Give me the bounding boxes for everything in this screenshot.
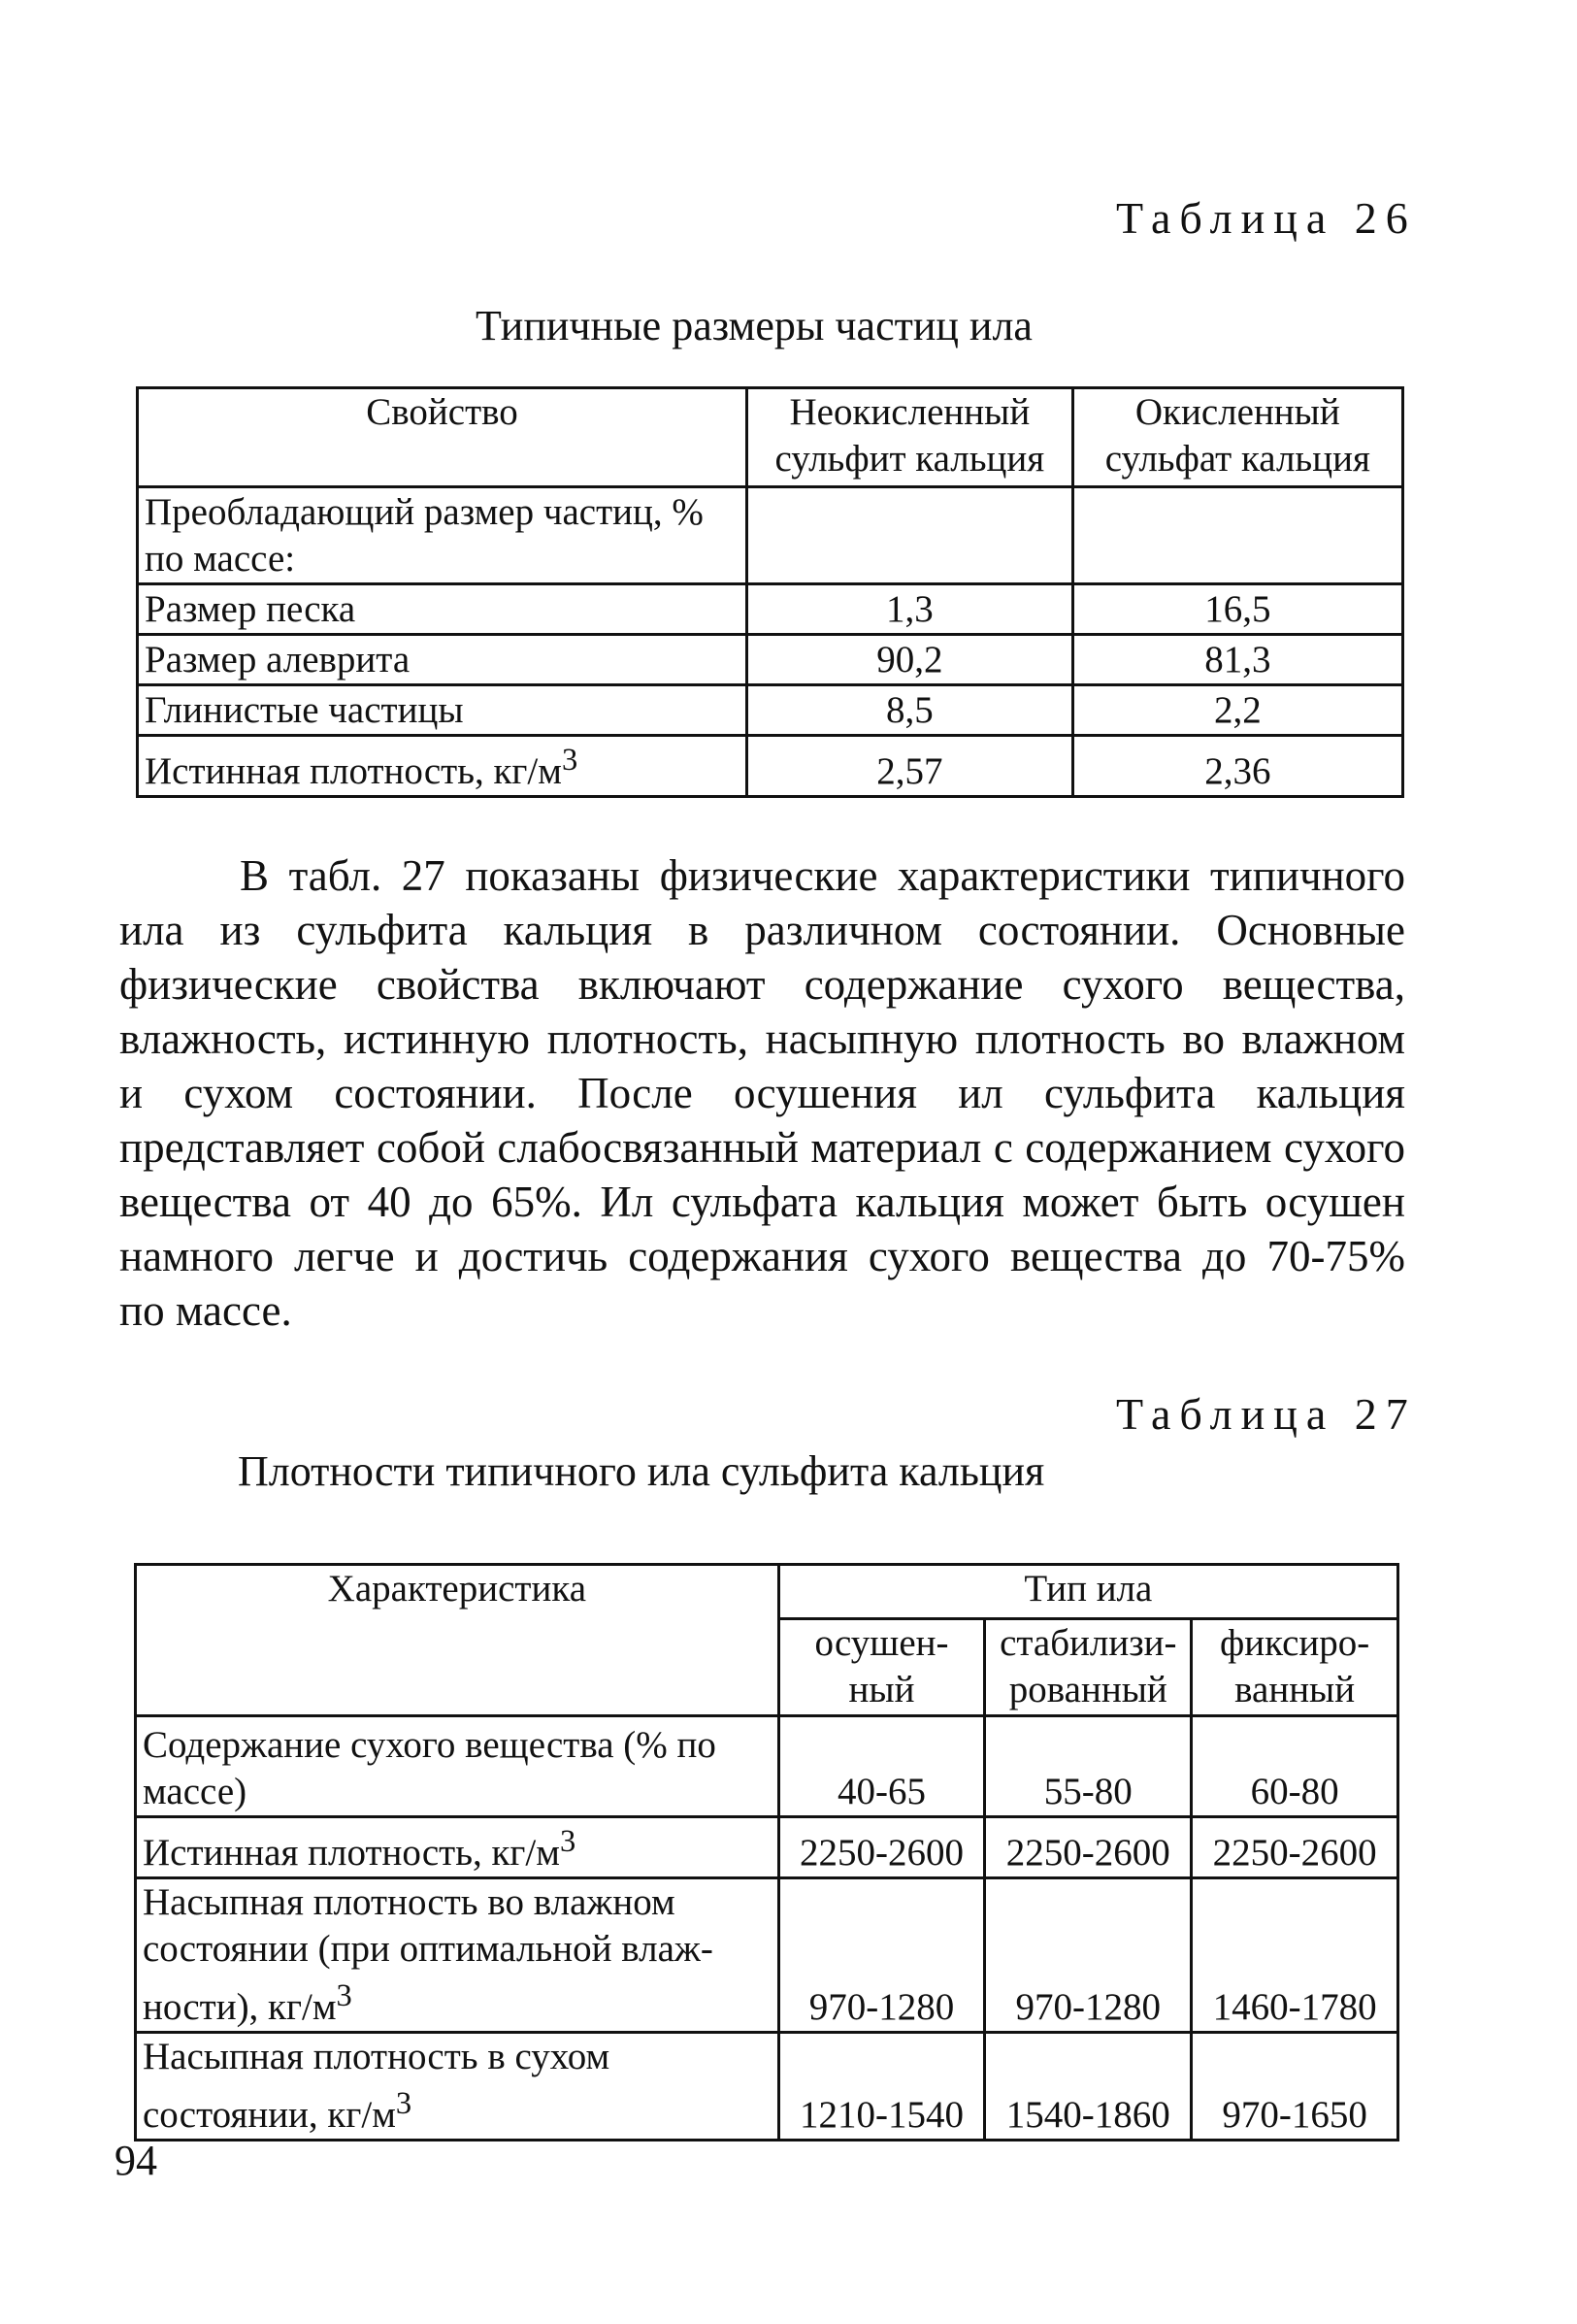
table-27-row-value: 2250-2600 [1192, 1817, 1398, 1878]
table-27-header-row [136, 1565, 1398, 1619]
table-27-row-property: Истинная плотность, кг/м [143, 1832, 560, 1874]
paragraph-line: по массе. [119, 1286, 292, 1335]
table-26-header-property: Свойство [138, 388, 747, 487]
table-27-row-value: 1540-1860 [985, 2033, 1192, 2141]
table-27-row-property: Насыпная плотность в сухом состоянии, кг/м [143, 2036, 610, 2136]
table-row [138, 736, 1403, 797]
table-26-row-property: Размер песка [138, 584, 747, 635]
table-27-row-value: 970-1650 [1192, 2033, 1398, 2141]
table-27-subheader-stabilized: стабилизи-рованный [985, 1619, 1192, 1716]
table-26-row-value: 90,2 [747, 635, 1073, 685]
table-27-row-value: 60-80 [1192, 1716, 1398, 1817]
table-27-row-value: 1460-1780 [1192, 1878, 1398, 2033]
table-27-row-property-cell [136, 1817, 779, 1878]
table-26-row-value: 81,3 [1072, 635, 1402, 685]
table-27-row-value: 40-65 [778, 1716, 985, 1817]
paragraph-line: намного легче и достичь содержания сухого вещества до 70-75% [119, 1232, 1405, 1280]
superscript: 3 [336, 1978, 352, 2013]
table-row [138, 635, 1403, 685]
table-27-row-value: 970-1280 [985, 1878, 1192, 2033]
table-27-row-property-cell [136, 1878, 779, 2033]
table-26 [136, 386, 1404, 798]
table-26-row-value [747, 487, 1073, 584]
table-row [138, 685, 1403, 736]
table-27-row-value: 55-80 [985, 1716, 1192, 1817]
table-26-title: Типичные размеры частиц ила [476, 302, 1033, 349]
paragraph-line: физические свойства включают содержание сухого вещества, [119, 960, 1405, 1009]
table-26-row-property: Истинная плотность, кг/м [145, 750, 562, 792]
table-row [136, 2033, 1398, 2141]
table-27-row-property: Содержание сухого вещества (% по массе) [136, 1716, 779, 1817]
paragraph-line: влажность, истинную плотность, насыпную плотность во влажном [119, 1014, 1405, 1063]
table-26-row-value: 2,2 [1072, 685, 1402, 736]
table-27-row-property: Насыпная плотность во влажном состоянии (при оптимальной влаж-ности), кг/м [143, 1881, 713, 2028]
table-row [136, 1817, 1398, 1878]
page-number: 94 [115, 2137, 157, 2184]
paragraph-line: В табл. 27 показаны физические характеристики типичного [240, 851, 1405, 900]
body-paragraph [119, 848, 1405, 1338]
table-27-header-sludge-type: Тип ила [778, 1565, 1397, 1619]
paragraph-line: вещества от 40 до 65%. Ил сульфата кальция может быть осушен [119, 1178, 1405, 1226]
table-row [136, 1716, 1398, 1817]
table-27-subheader-fixed: фиксиро-ванный [1192, 1619, 1398, 1716]
table-26-header-unoxidized: Неокисленный сульфит кальция [747, 388, 1073, 487]
paragraph-line: ила из сульфита кальция в различном состоянии. Основные [119, 906, 1405, 954]
superscript: 3 [561, 743, 578, 778]
table-27-row-property-cell [136, 2033, 779, 2141]
table-row [138, 487, 1403, 584]
table-27-row-value: 1210-1540 [778, 2033, 985, 2141]
table-26-row-property-cell [138, 736, 747, 797]
table-row [136, 1878, 1398, 2033]
table-27-row-value: 2250-2600 [985, 1817, 1192, 1878]
table-26-label: Таблица 26 [1116, 193, 1417, 243]
superscript: 3 [559, 1824, 576, 1859]
table-27-subheader-dewatered: осушен-ный [778, 1619, 985, 1716]
table-27-row-value: 2250-2600 [778, 1817, 985, 1878]
table-26-row-property: Глинистые частицы [138, 685, 747, 736]
table-27 [134, 1563, 1399, 2141]
table-27-label: Таблица 27 [1116, 1389, 1417, 1439]
table-27-title: Плотности типичного ила сульфита кальция [238, 1447, 1045, 1495]
paragraph-line: и сухом состоянии. После осушения ил сульфита кальция [119, 1069, 1405, 1117]
superscript: 3 [395, 2086, 412, 2121]
paragraph-line: представляет собой слабосвязанный материал с содержанием сухого [119, 1123, 1405, 1172]
table-26-header-row [138, 388, 1403, 487]
table-26-row-value: 2,36 [1072, 736, 1402, 797]
table-26-row-value: 8,5 [747, 685, 1073, 736]
table-26-row-value [1072, 487, 1402, 584]
table-26-row-value: 1,3 [747, 584, 1073, 635]
table-26-row-value: 2,57 [747, 736, 1073, 797]
table-26-header-oxidized: Окисленный сульфат кальция [1072, 388, 1402, 487]
table-27-header-characteristic: Характеристика [136, 1565, 779, 1716]
table-row [138, 584, 1403, 635]
table-26-row-value: 16,5 [1072, 584, 1402, 635]
table-26-row-property: Преобладающий размер частиц, % по массе: [138, 487, 747, 584]
table-27-row-value: 970-1280 [778, 1878, 985, 2033]
table-26-row-property: Размер алеврита [138, 635, 747, 685]
